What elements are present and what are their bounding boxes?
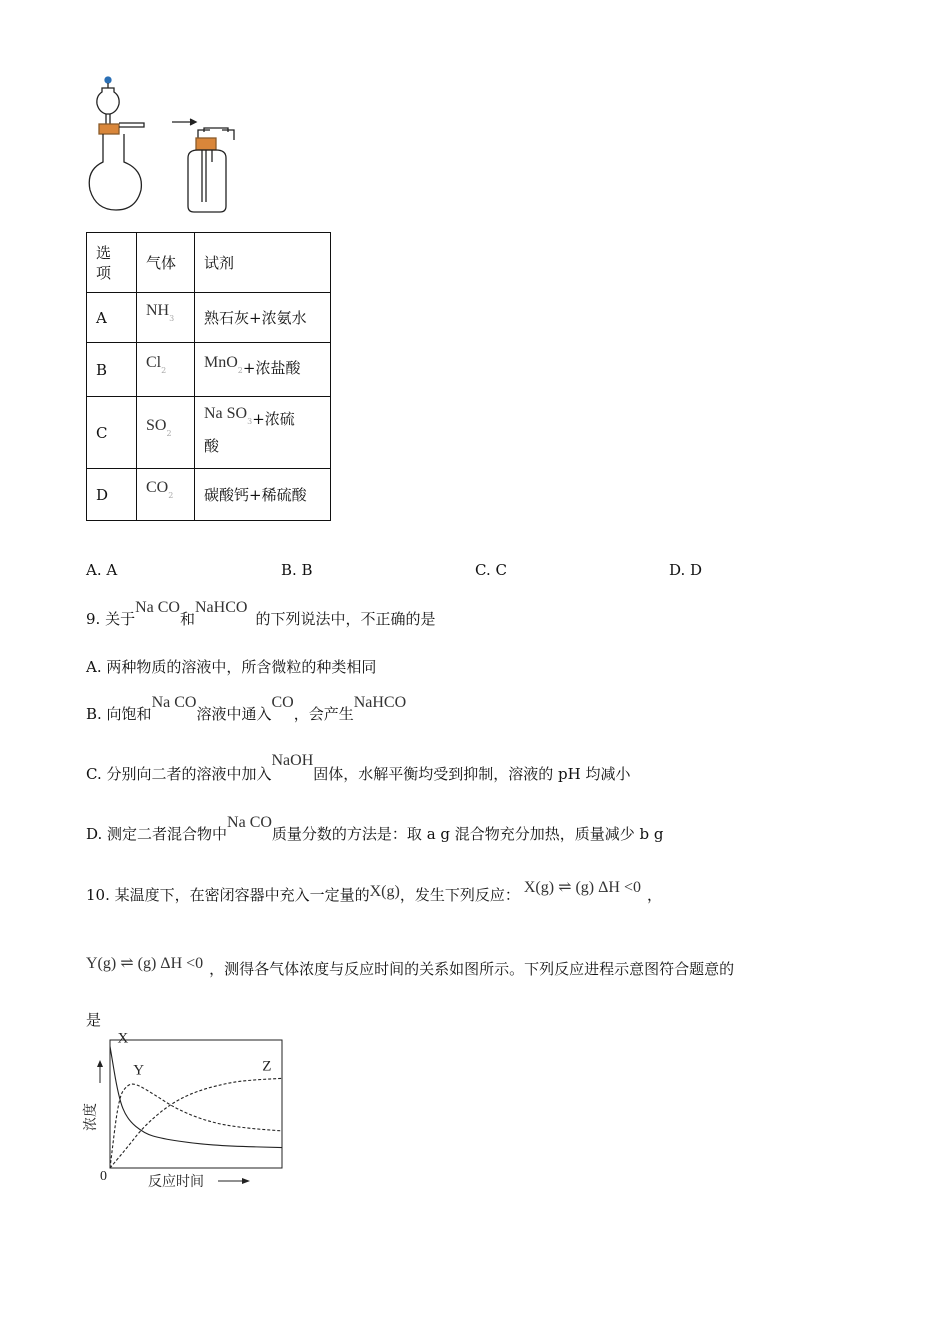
- q10-text2: ，发生下列反应：: [399, 886, 520, 904]
- q10-chem-x: X(g): [369, 883, 400, 900]
- row-reagent-chem: MnO: [204, 354, 238, 371]
- q10-text3: ，测得各气体浓度与反应时间的关系如图所示。下列反应进程示意图符合题意的: [209, 960, 735, 978]
- q9-mid: 和: [179, 610, 195, 628]
- q10-comma: ，: [647, 886, 663, 904]
- q10-equation-1: X(g) ⇌ (g) ΔH <0: [523, 879, 641, 896]
- apparatus-figure: [86, 70, 246, 220]
- q9-option-c[interactable]: [86, 752, 631, 784]
- choice-d[interactable]: D. D: [669, 561, 703, 579]
- choice-a[interactable]: A. A: [86, 561, 118, 579]
- q9-chem-na2co3: Na CO: [135, 599, 180, 616]
- series-y-label: Y: [133, 1062, 145, 1079]
- row-reagent: +浓盐酸: [242, 359, 301, 377]
- q9b-chem1: Na CO: [151, 694, 197, 711]
- origin-label: 0: [100, 1169, 107, 1184]
- row-reagent-chem: Na SO: [204, 405, 248, 422]
- header-option: 选 项: [87, 233, 137, 293]
- series-z-label: Z: [262, 1058, 272, 1075]
- q9b-text1: B. 向饱和: [86, 705, 152, 723]
- q9-stem: [86, 599, 436, 629]
- q9-option-a[interactable]: A. 两种物质的溶液中，所含微粒的种类相同: [86, 658, 377, 676]
- q9-prefix: 9. 关于: [86, 610, 136, 628]
- q9b-chem3: NaHCO: [353, 694, 407, 711]
- row-reagent: +浓硫 酸: [204, 410, 295, 455]
- row-gas: SO: [146, 417, 167, 434]
- table-header-row: [87, 233, 331, 293]
- series-x-label: X: [117, 1030, 129, 1047]
- q9b-text2: 溶液中通入: [196, 705, 272, 723]
- series-z-line: [110, 1078, 282, 1168]
- q9c-text2: 固体，水解平衡均受到抑制，溶液的 pH 均减小: [313, 765, 631, 783]
- row-option: D: [87, 469, 137, 521]
- plot-frame: [110, 1040, 282, 1168]
- table-row: C SO2 Na SO3+浓硫 酸: [87, 397, 331, 469]
- concentration-chart: [82, 1030, 294, 1195]
- header-gas: 气体: [137, 233, 195, 293]
- q10-stem-line1: [86, 879, 663, 905]
- options-table: [86, 232, 331, 521]
- stopcock-knob: [105, 77, 111, 83]
- table-row: A NH3 熟石灰+浓氨水: [87, 293, 331, 343]
- q9d-text2: 质量分数的方法是：取 a g 混合物充分加热，质量减少 b g: [271, 825, 664, 843]
- q10-stem-line2: [86, 955, 735, 979]
- y-axis-arrowhead: [97, 1060, 103, 1067]
- q9c-chem: NaOH: [271, 752, 314, 769]
- row-gas: Cl: [146, 354, 162, 371]
- q9-option-b[interactable]: [86, 694, 407, 724]
- q10-text1: 10. 某温度下，在密闭容器中充入一定量的: [86, 886, 370, 904]
- choice-c[interactable]: C. C: [475, 561, 507, 579]
- table-row: B Cl2 MnO2+浓盐酸: [87, 343, 331, 397]
- y-axis-label: 浓度: [82, 1103, 98, 1131]
- row-reagent: 熟石灰+浓氨水: [204, 308, 307, 327]
- header-reagent: 试剂: [195, 233, 331, 293]
- x-axis-label: 反应时间: [148, 1173, 204, 1189]
- q9b-text3: ，会产生: [293, 705, 354, 723]
- q9-chem-nahco3: NaHCO: [195, 599, 248, 616]
- q9c-text1: C. 分别向二者的溶液中加入: [86, 765, 272, 783]
- q10-stem-line3: 是: [86, 1011, 102, 1029]
- row-gas: NH: [146, 302, 170, 319]
- q9d-chem: Na CO: [227, 814, 272, 831]
- table-row: D CO2 碳酸钙+稀硫酸: [87, 469, 331, 521]
- row-option: A: [87, 293, 137, 343]
- q9-suffix: 的下列说法中，不正确的是: [255, 610, 436, 628]
- x-axis-arrowhead: [242, 1178, 250, 1184]
- q9-option-d[interactable]: [86, 814, 664, 844]
- q9b-chem2: CO: [271, 694, 294, 711]
- row-option: C: [87, 397, 137, 469]
- row-option: B: [87, 343, 137, 397]
- q10-equation-2: Y(g) ⇌ (g) ΔH <0: [86, 955, 204, 972]
- row-reagent: 碳酸钙+稀硫酸: [204, 485, 307, 504]
- choice-b[interactable]: B. B: [281, 561, 313, 579]
- q9d-text1: D. 测定二者混合物中: [86, 825, 228, 843]
- row-gas: CO: [146, 479, 169, 496]
